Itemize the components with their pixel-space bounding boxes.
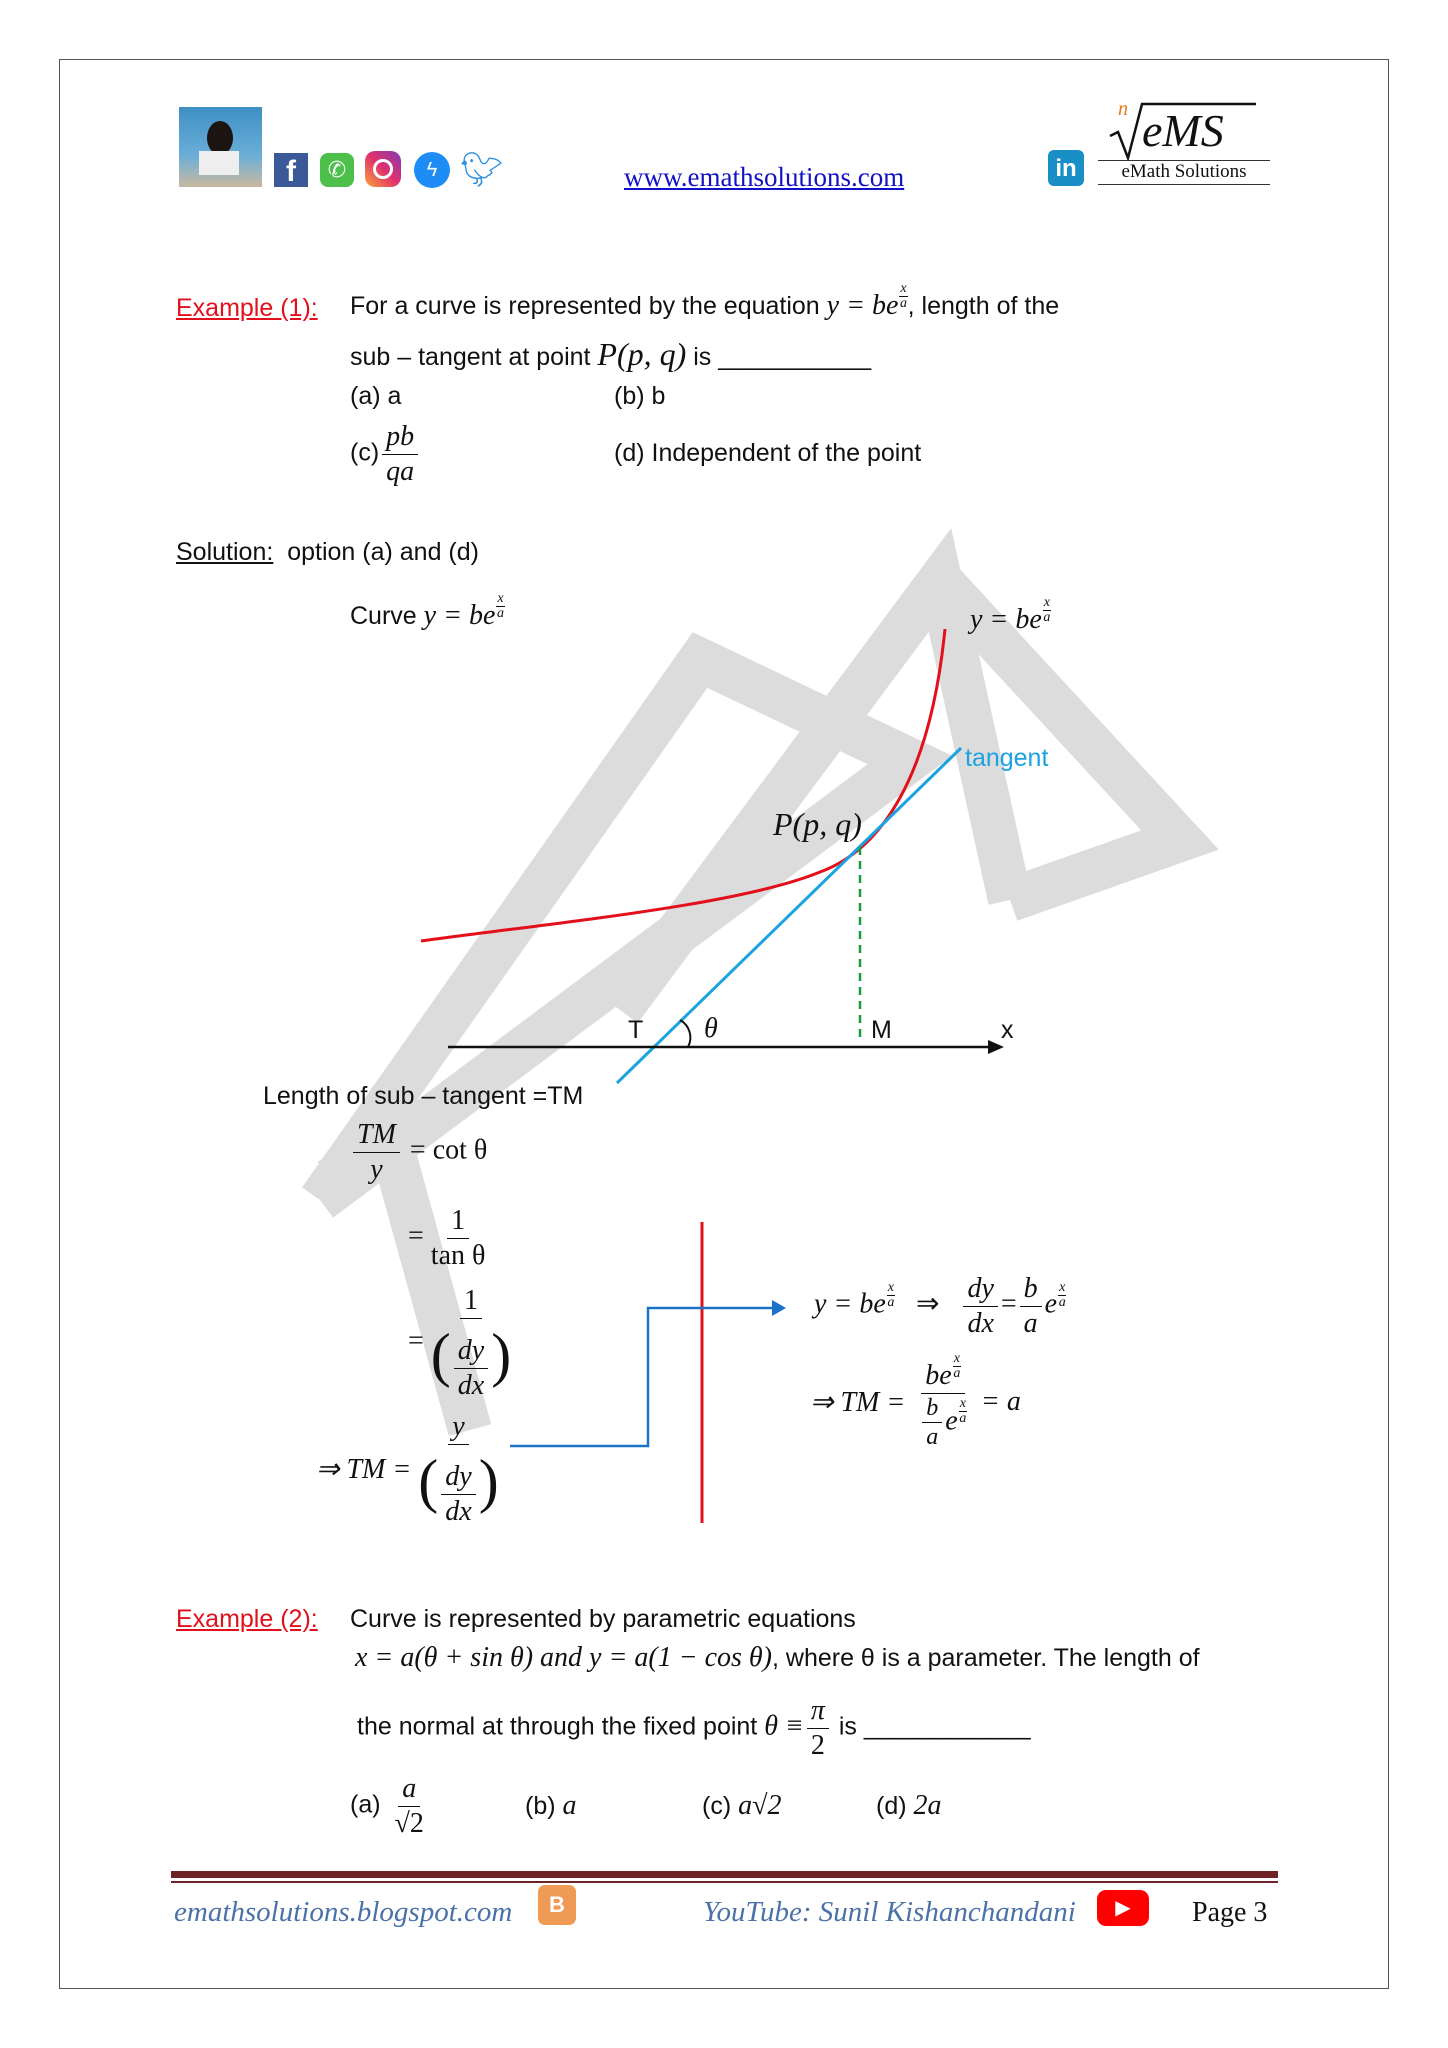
blogger-icon[interactable]: B: [538, 1885, 576, 1925]
tangent-line: [617, 748, 961, 1083]
facebook-icon[interactable]: f: [274, 153, 308, 187]
example2-option-b: (b) a: [525, 1790, 577, 1821]
tm-result-eq: ⇒ TM = y ( $\frac{dy}{dx}$ ): [316, 1411, 499, 1527]
tangent-label: tangent: [965, 744, 1049, 772]
option-a: (a) a: [350, 382, 402, 410]
point-t-label: T: [628, 1016, 644, 1044]
theta-label: θ: [704, 1013, 718, 1044]
example2-option-a: (a) $\frac{a}{√2}$: [350, 1773, 424, 1839]
option-b: (b) b: [614, 382, 666, 410]
exponential-curve: [421, 629, 945, 941]
derivative-eq: y = be $\frac{x}{a}$ ⇒ $\frac{dy}{dx}$ = $\frac{b}{a}$ e $\frac{x}{a}$: [814, 1273, 1066, 1339]
tm-equals-a-eq: ⇒ TM = be $\frac{x}{a}$ $\frac{b}{a}$ e $\frac{x}{a}$ = a: [810, 1351, 1021, 1451]
option-c: (c) $\frac{pb}{qa}$: [350, 420, 421, 488]
youtube-link[interactable]: YouTube: Sunil Kishanchandani: [703, 1896, 1076, 1928]
example1-line1: For a curve is represented by the equation y = be $\frac{x}{a}$ , length of the: [350, 281, 1060, 321]
whatsapp-icon[interactable]: ✆: [320, 153, 354, 187]
example2-line3: the normal at through the fixed point θ ≡ $\frac{\pi}{2}$ is ____________: [357, 1695, 1031, 1761]
example2-label: Example (2):: [176, 1605, 318, 1633]
connector-graphics: [0, 1200, 1448, 1540]
footer-rule-thin: [171, 1881, 1278, 1883]
page-number: Page 3: [1192, 1897, 1268, 1928]
twitter-icon[interactable]: 🐦︎: [460, 151, 504, 189]
youtube-icon[interactable]: ▶: [1097, 1890, 1149, 1926]
option-d: (d) Independent of the point: [614, 439, 922, 467]
example1-line2: sub – tangent at point P(p, q) is ___________: [350, 336, 872, 372]
curve-label: y = be $\frac{x}{a}$: [970, 595, 1051, 635]
example1-label: Example (1):: [176, 294, 318, 322]
tm-over-y-eq: $\frac{TM}{y}$ = cot θ: [350, 1118, 487, 1186]
point-p-label: P(p, q): [773, 806, 862, 842]
example2-line2: x = a(θ + sin θ) and y = a(1 − cos θ), where θ is a parameter. The length of: [355, 1642, 1200, 1673]
messenger-icon[interactable]: ϟ: [414, 152, 450, 188]
one-over-tan-eq: = $\frac{1}{\text{tan θ}}$: [408, 1205, 486, 1271]
solution-line: Solution: option (a) and (d): [176, 538, 479, 566]
connector-arrowhead: [772, 1300, 786, 1316]
emath-logo: n eMS eMath Solutions: [1098, 96, 1270, 188]
blog-link[interactable]: emathsolutions.blogspot.com: [174, 1896, 513, 1928]
example2-option-d: (d) 2a: [876, 1790, 942, 1821]
one-over-dydx-eq: = 1 ( $\frac{dy}{dx}$ ): [408, 1285, 512, 1401]
x-axis-label: x: [1001, 1016, 1014, 1044]
connector-arrow-line: [510, 1308, 776, 1446]
subtangent-length-line: Length of sub – tangent =TM: [263, 1082, 584, 1110]
footer-rule-thick: [171, 1871, 1278, 1878]
website-link[interactable]: www.emathsolutions.com: [624, 162, 905, 192]
example2-line1: Curve is represented by parametric equations: [350, 1605, 856, 1633]
linkedin-icon[interactable]: in: [1048, 150, 1084, 186]
curve-statement: Curve y = be $\frac{x}{a}$: [350, 591, 504, 631]
angle-arc: [680, 1020, 690, 1047]
example2-option-c: (c) a√2: [702, 1790, 782, 1821]
point-m-label: M: [871, 1016, 892, 1044]
